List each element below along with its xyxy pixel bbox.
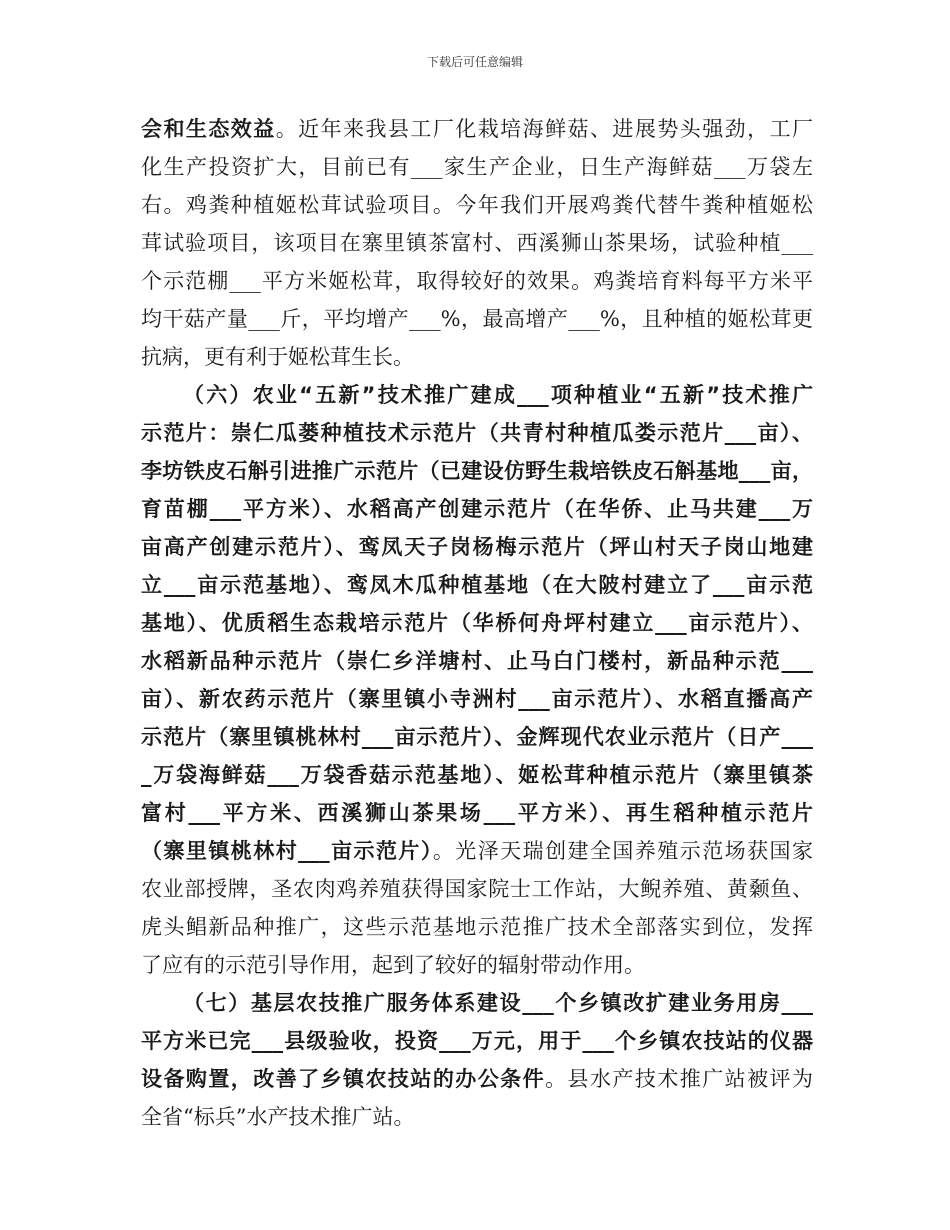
text-line: 虎头鲳新品种推广，这些示范基地示范推广技术全部落实到位，发挥	[141, 915, 813, 939]
bold-text-line: 基地）、优质稻生态栽培示范片（华桥何舟坪村建立___亩示范片）、	[141, 611, 813, 635]
section-heading-line: （六）农业“五新”技术推广建成___项种植业“五新”技术推广	[183, 383, 813, 407]
text-line: 个示范棚___平方米姬松茸，取得较好的效果。鸡粪培育料每平方米平	[141, 269, 813, 293]
text-line: 设备购置，改善了乡镇农技站的办公条件。县水产技术推广站被评为	[141, 1067, 813, 1091]
text-line: 化生产投资扩大，目前已有___家生产企业，日生产海鲜菇___万袋左	[141, 155, 813, 179]
bold-phrase: 会和生态效益	[141, 117, 276, 141]
section-heading-line: （七）基层农技推广服务体系建设___个乡镇改扩建业务用房___	[183, 991, 813, 1015]
bold-text-line: 示范片：崇仁瓜蒌种植技术示范片（共青村种植瓜娄示范片___亩）、	[141, 421, 813, 445]
bold-text-line: 李坊铁皮石斛引进推广示范片（已建设仿野生栽培铁皮石斛基地___亩，	[141, 459, 813, 483]
text-line: 全省“标兵”水产技术推广站。	[141, 1105, 415, 1129]
bold-text-line: 育苗棚___平方米）、水稻高产创建示范片（在华侨、止马共建___万	[141, 497, 813, 521]
page-header: 下载后可任意编辑	[426, 55, 523, 69]
text-line: （寨里镇桃林村___亩示范片）。光泽天瑞创建全国养殖示范场获国家	[141, 839, 813, 863]
bold-text-line: 立___亩示范基地）、鸾凤木瓜种植基地（在大陂村建立了___亩示范	[141, 573, 813, 597]
bold-text-line: 亩）、新农药示范片（寨里镇小寺洲村___亩示范片）、水稻直播高产	[141, 687, 813, 711]
bold-text-line: _万袋海鲜菇___万袋香菇示范基地）、姬松茸种植示范片（寨里镇茶	[141, 763, 813, 787]
bold-text-line: 富村___平方米、西溪狮山茶果场___平方米）、再生稻种植示范片	[141, 801, 813, 825]
text-line: 会和生态效益。近年来我县工厂化栽培海鲜菇、进展势头强劲，工厂	[141, 117, 813, 141]
bold-phrase: 设备购置，改善了乡镇农技站的办公条件	[141, 1067, 546, 1091]
bold-text-line: 平方米已完___县级验收，投资___万元，用于___个乡镇农技站的仪器	[141, 1029, 813, 1053]
bold-text-line: 亩高产创建示范片）、鸾凤天子岗杨梅示范片（坪山村天子岗山地建	[141, 535, 813, 559]
text-line: 均干菇产量___斤，平均增产___%，最高增产___%，且种植的姬松茸更	[141, 307, 813, 331]
text-line: 抗病，更有利于姬松茸生长。	[141, 345, 414, 369]
bold-text-line: 水稻新品种示范片（崇仁乡洋塘村、止马白门楼村，新品种示范___	[141, 649, 813, 673]
bold-text-line: 示范片（寨里镇桃林村___亩示范片）、金辉现代农业示范片（日产___	[141, 725, 813, 749]
text-line: 茸试验项目，该项目在寨里镇茶富村、西溪狮山茶果场，试验种植___	[141, 231, 813, 255]
text-line: 了应有的示范引导作用，起到了较好的辐射带动作用。	[141, 953, 645, 977]
document-body	[141, 110, 813, 1136]
bold-phrase: （寨里镇桃林村___亩示范片）	[141, 839, 433, 863]
text-line: 农业部授牌，圣农肉鸡养殖获得国家院士工作站，大鲵养殖、黄颡鱼、	[141, 877, 813, 901]
text-line: 右。鸡粪种植姬松茸试验项目。今年我们开展鸡粪代替牛粪种植姬松	[141, 193, 813, 217]
